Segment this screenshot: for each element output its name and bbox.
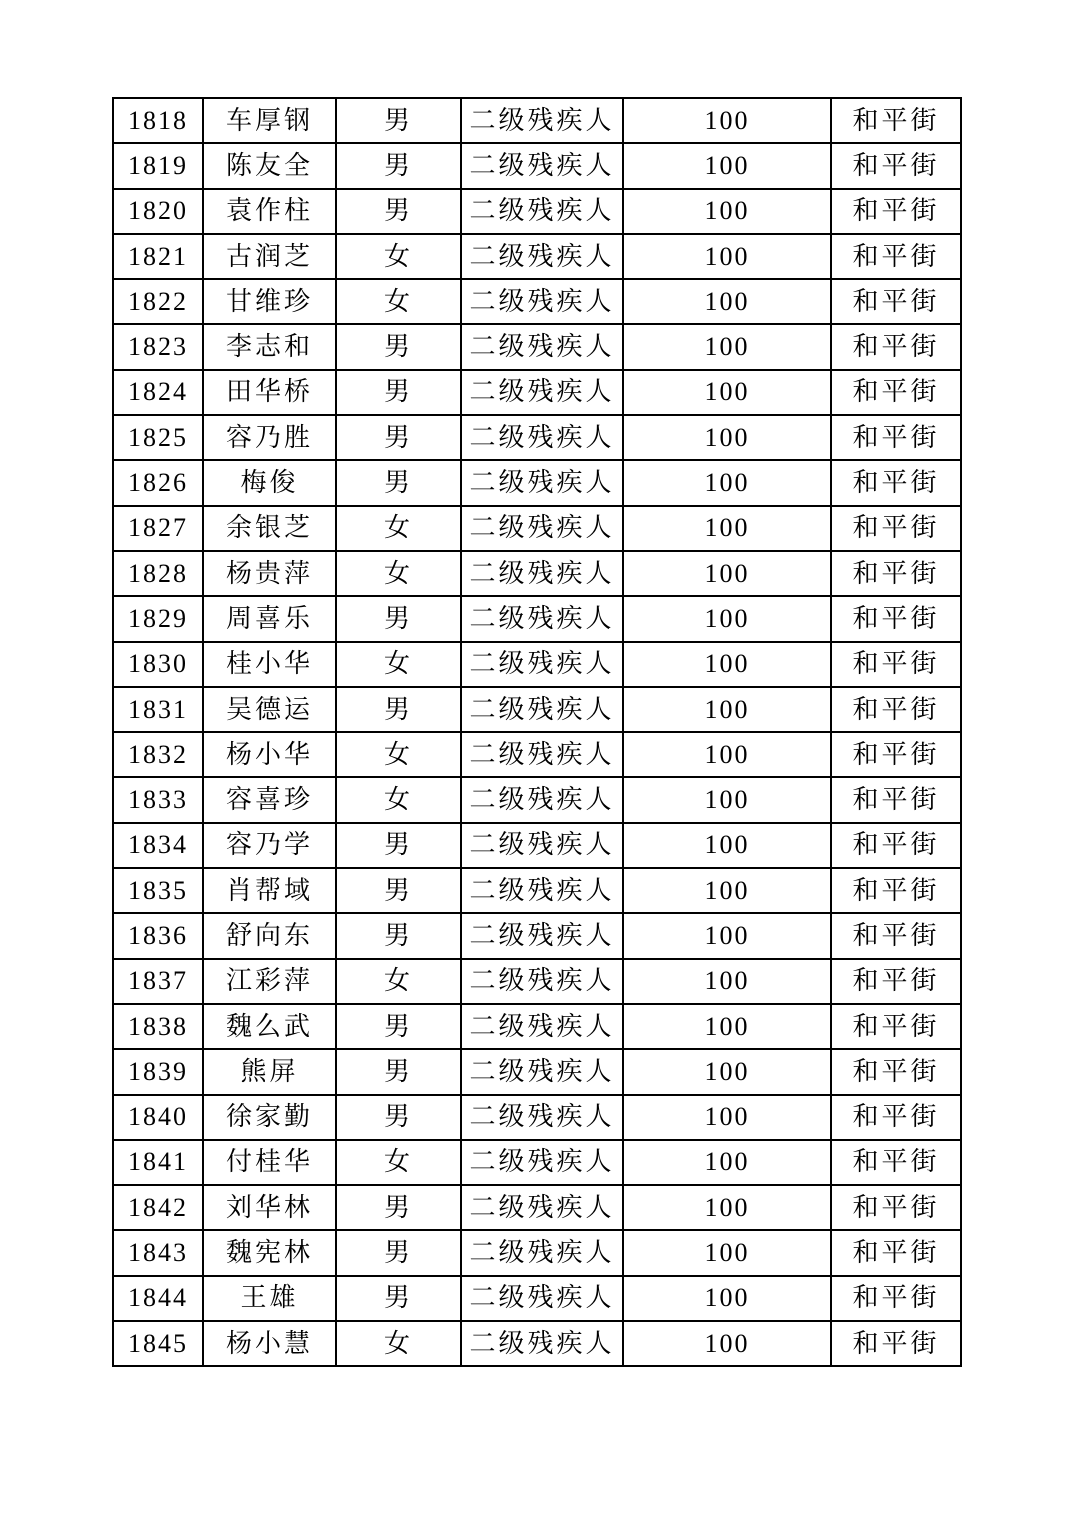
name-cell: 余银芝: [203, 506, 336, 551]
name-cell: 陈友全: [203, 143, 336, 188]
name-cell: 容喜珍: [203, 777, 336, 822]
street-cell: 和平街: [831, 868, 961, 913]
category-cell: 二级残疾人: [461, 1140, 623, 1185]
table-row: [113, 143, 961, 188]
gender-cell: 女: [336, 642, 461, 687]
gender-cell: 男: [336, 415, 461, 460]
street-cell: 和平街: [831, 324, 961, 369]
serial-number-cell: 1838: [113, 1004, 203, 1049]
serial-number-cell: 1834: [113, 823, 203, 868]
amount-cell: 100: [623, 687, 831, 732]
gender-cell: 女: [336, 1140, 461, 1185]
gender-cell: 男: [336, 868, 461, 913]
name-cell: 王雄: [203, 1276, 336, 1321]
category-cell: 二级残疾人: [461, 324, 623, 369]
gender-cell: 女: [336, 732, 461, 777]
table-row: [113, 506, 961, 551]
serial-number-cell: 1820: [113, 189, 203, 234]
category-cell: 二级残疾人: [461, 1230, 623, 1275]
amount-cell: 100: [623, 279, 831, 324]
name-cell: 魏宪林: [203, 1230, 336, 1275]
street-cell: 和平街: [831, 143, 961, 188]
table-row: [113, 687, 961, 732]
name-cell: 容乃学: [203, 823, 336, 868]
amount-cell: 100: [623, 1230, 831, 1275]
street-cell: 和平街: [831, 642, 961, 687]
gender-cell: 女: [336, 551, 461, 596]
name-cell: 甘维珍: [203, 279, 336, 324]
category-cell: 二级残疾人: [461, 913, 623, 958]
serial-number-cell: 1823: [113, 324, 203, 369]
gender-cell: 女: [336, 959, 461, 1004]
table-row: [113, 324, 961, 369]
serial-number-cell: 1821: [113, 234, 203, 279]
table-body: [113, 98, 961, 1366]
serial-number-cell: 1825: [113, 415, 203, 460]
table-row: [113, 415, 961, 460]
gender-cell: 男: [336, 143, 461, 188]
gender-cell: 女: [336, 234, 461, 279]
serial-number-cell: 1842: [113, 1185, 203, 1230]
serial-number-cell: 1819: [113, 143, 203, 188]
name-cell: 江彩萍: [203, 959, 336, 1004]
amount-cell: 100: [623, 1185, 831, 1230]
street-cell: 和平街: [831, 959, 961, 1004]
category-cell: 二级残疾人: [461, 415, 623, 460]
serial-number-cell: 1828: [113, 551, 203, 596]
serial-number-cell: 1829: [113, 596, 203, 641]
category-cell: 二级残疾人: [461, 370, 623, 415]
street-cell: 和平街: [831, 189, 961, 234]
street-cell: 和平街: [831, 551, 961, 596]
gender-cell: 男: [336, 1095, 461, 1140]
serial-number-cell: 1843: [113, 1230, 203, 1275]
street-cell: 和平街: [831, 732, 961, 777]
serial-number-cell: 1845: [113, 1321, 203, 1366]
table-row: [113, 279, 961, 324]
amount-cell: 100: [623, 234, 831, 279]
street-cell: 和平街: [831, 1140, 961, 1185]
serial-number-cell: 1835: [113, 868, 203, 913]
amount-cell: 100: [623, 1004, 831, 1049]
amount-cell: 100: [623, 777, 831, 822]
street-cell: 和平街: [831, 596, 961, 641]
gender-cell: 男: [336, 687, 461, 732]
category-cell: 二级残疾人: [461, 1185, 623, 1230]
table-row: [113, 777, 961, 822]
category-cell: 二级残疾人: [461, 189, 623, 234]
serial-number-cell: 1824: [113, 370, 203, 415]
table-row: [113, 1004, 961, 1049]
category-cell: 二级残疾人: [461, 1321, 623, 1366]
name-cell: 徐家勤: [203, 1095, 336, 1140]
gender-cell: 男: [336, 460, 461, 505]
gender-cell: 男: [336, 823, 461, 868]
serial-number-cell: 1839: [113, 1049, 203, 1094]
street-cell: 和平街: [831, 1276, 961, 1321]
category-cell: 二级残疾人: [461, 1095, 623, 1140]
category-cell: 二级残疾人: [461, 596, 623, 641]
serial-number-cell: 1844: [113, 1276, 203, 1321]
table-row: [113, 1230, 961, 1275]
street-cell: 和平街: [831, 1185, 961, 1230]
gender-cell: 男: [336, 1230, 461, 1275]
name-cell: 周喜乐: [203, 596, 336, 641]
street-cell: 和平街: [831, 370, 961, 415]
serial-number-cell: 1827: [113, 506, 203, 551]
street-cell: 和平街: [831, 913, 961, 958]
street-cell: 和平街: [831, 98, 961, 143]
serial-number-cell: 1832: [113, 732, 203, 777]
amount-cell: 100: [623, 642, 831, 687]
name-cell: 田华桥: [203, 370, 336, 415]
street-cell: 和平街: [831, 460, 961, 505]
amount-cell: 100: [623, 143, 831, 188]
gender-cell: 男: [336, 1049, 461, 1094]
amount-cell: 100: [623, 868, 831, 913]
table-row: [113, 1185, 961, 1230]
category-cell: 二级残疾人: [461, 732, 623, 777]
gender-cell: 男: [336, 324, 461, 369]
category-cell: 二级残疾人: [461, 279, 623, 324]
name-cell: 杨贵萍: [203, 551, 336, 596]
gender-cell: 女: [336, 506, 461, 551]
serial-number-cell: 1831: [113, 687, 203, 732]
gender-cell: 女: [336, 279, 461, 324]
amount-cell: 100: [623, 1140, 831, 1185]
category-cell: 二级残疾人: [461, 642, 623, 687]
amount-cell: 100: [623, 98, 831, 143]
category-cell: 二级残疾人: [461, 687, 623, 732]
street-cell: 和平街: [831, 279, 961, 324]
table-row: [113, 1321, 961, 1366]
gender-cell: 男: [336, 1276, 461, 1321]
gender-cell: 男: [336, 1185, 461, 1230]
street-cell: 和平街: [831, 1095, 961, 1140]
table-row: [113, 1140, 961, 1185]
table-row: [113, 959, 961, 1004]
table-row: [113, 551, 961, 596]
name-cell: 袁作柱: [203, 189, 336, 234]
serial-number-cell: 1836: [113, 913, 203, 958]
category-cell: 二级残疾人: [461, 777, 623, 822]
category-cell: 二级残疾人: [461, 1049, 623, 1094]
category-cell: 二级残疾人: [461, 1004, 623, 1049]
street-cell: 和平街: [831, 415, 961, 460]
amount-cell: 100: [623, 823, 831, 868]
table-row: [113, 1049, 961, 1094]
street-cell: 和平街: [831, 234, 961, 279]
street-cell: 和平街: [831, 1321, 961, 1366]
category-cell: 二级残疾人: [461, 959, 623, 1004]
gender-cell: 男: [336, 370, 461, 415]
amount-cell: 100: [623, 460, 831, 505]
category-cell: 二级残疾人: [461, 506, 623, 551]
table-row: [113, 732, 961, 777]
amount-cell: 100: [623, 959, 831, 1004]
amount-cell: 100: [623, 506, 831, 551]
name-cell: 杨小慧: [203, 1321, 336, 1366]
table-row: [113, 596, 961, 641]
table-row: [113, 460, 961, 505]
serial-number-cell: 1826: [113, 460, 203, 505]
gender-cell: 男: [336, 189, 461, 234]
street-cell: 和平街: [831, 506, 961, 551]
amount-cell: 100: [623, 370, 831, 415]
name-cell: 梅俊: [203, 460, 336, 505]
table-row: [113, 1276, 961, 1321]
amount-cell: 100: [623, 415, 831, 460]
street-cell: 和平街: [831, 823, 961, 868]
category-cell: 二级残疾人: [461, 143, 623, 188]
name-cell: 熊屏: [203, 1049, 336, 1094]
name-cell: 桂小华: [203, 642, 336, 687]
gender-cell: 男: [336, 98, 461, 143]
gender-cell: 女: [336, 777, 461, 822]
street-cell: 和平街: [831, 1230, 961, 1275]
document-page: [112, 97, 960, 1367]
category-cell: 二级残疾人: [461, 868, 623, 913]
gender-cell: 男: [336, 1004, 461, 1049]
serial-number-cell: 1841: [113, 1140, 203, 1185]
category-cell: 二级残疾人: [461, 551, 623, 596]
amount-cell: 100: [623, 596, 831, 641]
gender-cell: 女: [336, 1321, 461, 1366]
name-cell: 吴德运: [203, 687, 336, 732]
serial-number-cell: 1837: [113, 959, 203, 1004]
name-cell: 李志和: [203, 324, 336, 369]
table-row: [113, 370, 961, 415]
name-cell: 肖帮域: [203, 868, 336, 913]
amount-cell: 100: [623, 551, 831, 596]
category-cell: 二级残疾人: [461, 98, 623, 143]
category-cell: 二级残疾人: [461, 460, 623, 505]
table-row: [113, 868, 961, 913]
table-row: [113, 234, 961, 279]
table-row: [113, 913, 961, 958]
name-cell: 刘华林: [203, 1185, 336, 1230]
amount-cell: 100: [623, 324, 831, 369]
name-cell: 付桂华: [203, 1140, 336, 1185]
serial-number-cell: 1822: [113, 279, 203, 324]
beneficiary-table: [112, 97, 962, 1367]
amount-cell: 100: [623, 1095, 831, 1140]
name-cell: 魏么武: [203, 1004, 336, 1049]
amount-cell: 100: [623, 1321, 831, 1366]
amount-cell: 100: [623, 913, 831, 958]
amount-cell: 100: [623, 1276, 831, 1321]
serial-number-cell: 1833: [113, 777, 203, 822]
table-row: [113, 642, 961, 687]
category-cell: 二级残疾人: [461, 234, 623, 279]
street-cell: 和平街: [831, 777, 961, 822]
serial-number-cell: 1840: [113, 1095, 203, 1140]
amount-cell: 100: [623, 732, 831, 777]
serial-number-cell: 1818: [113, 98, 203, 143]
gender-cell: 男: [336, 596, 461, 641]
name-cell: 车厚钢: [203, 98, 336, 143]
street-cell: 和平街: [831, 687, 961, 732]
name-cell: 舒向东: [203, 913, 336, 958]
table-row: [113, 98, 961, 143]
street-cell: 和平街: [831, 1049, 961, 1094]
street-cell: 和平街: [831, 1004, 961, 1049]
table-row: [113, 189, 961, 234]
name-cell: 古润芝: [203, 234, 336, 279]
name-cell: 杨小华: [203, 732, 336, 777]
table-row: [113, 823, 961, 868]
name-cell: 容乃胜: [203, 415, 336, 460]
category-cell: 二级残疾人: [461, 1276, 623, 1321]
category-cell: 二级残疾人: [461, 823, 623, 868]
gender-cell: 男: [336, 913, 461, 958]
serial-number-cell: 1830: [113, 642, 203, 687]
table-row: [113, 1095, 961, 1140]
amount-cell: 100: [623, 189, 831, 234]
amount-cell: 100: [623, 1049, 831, 1094]
